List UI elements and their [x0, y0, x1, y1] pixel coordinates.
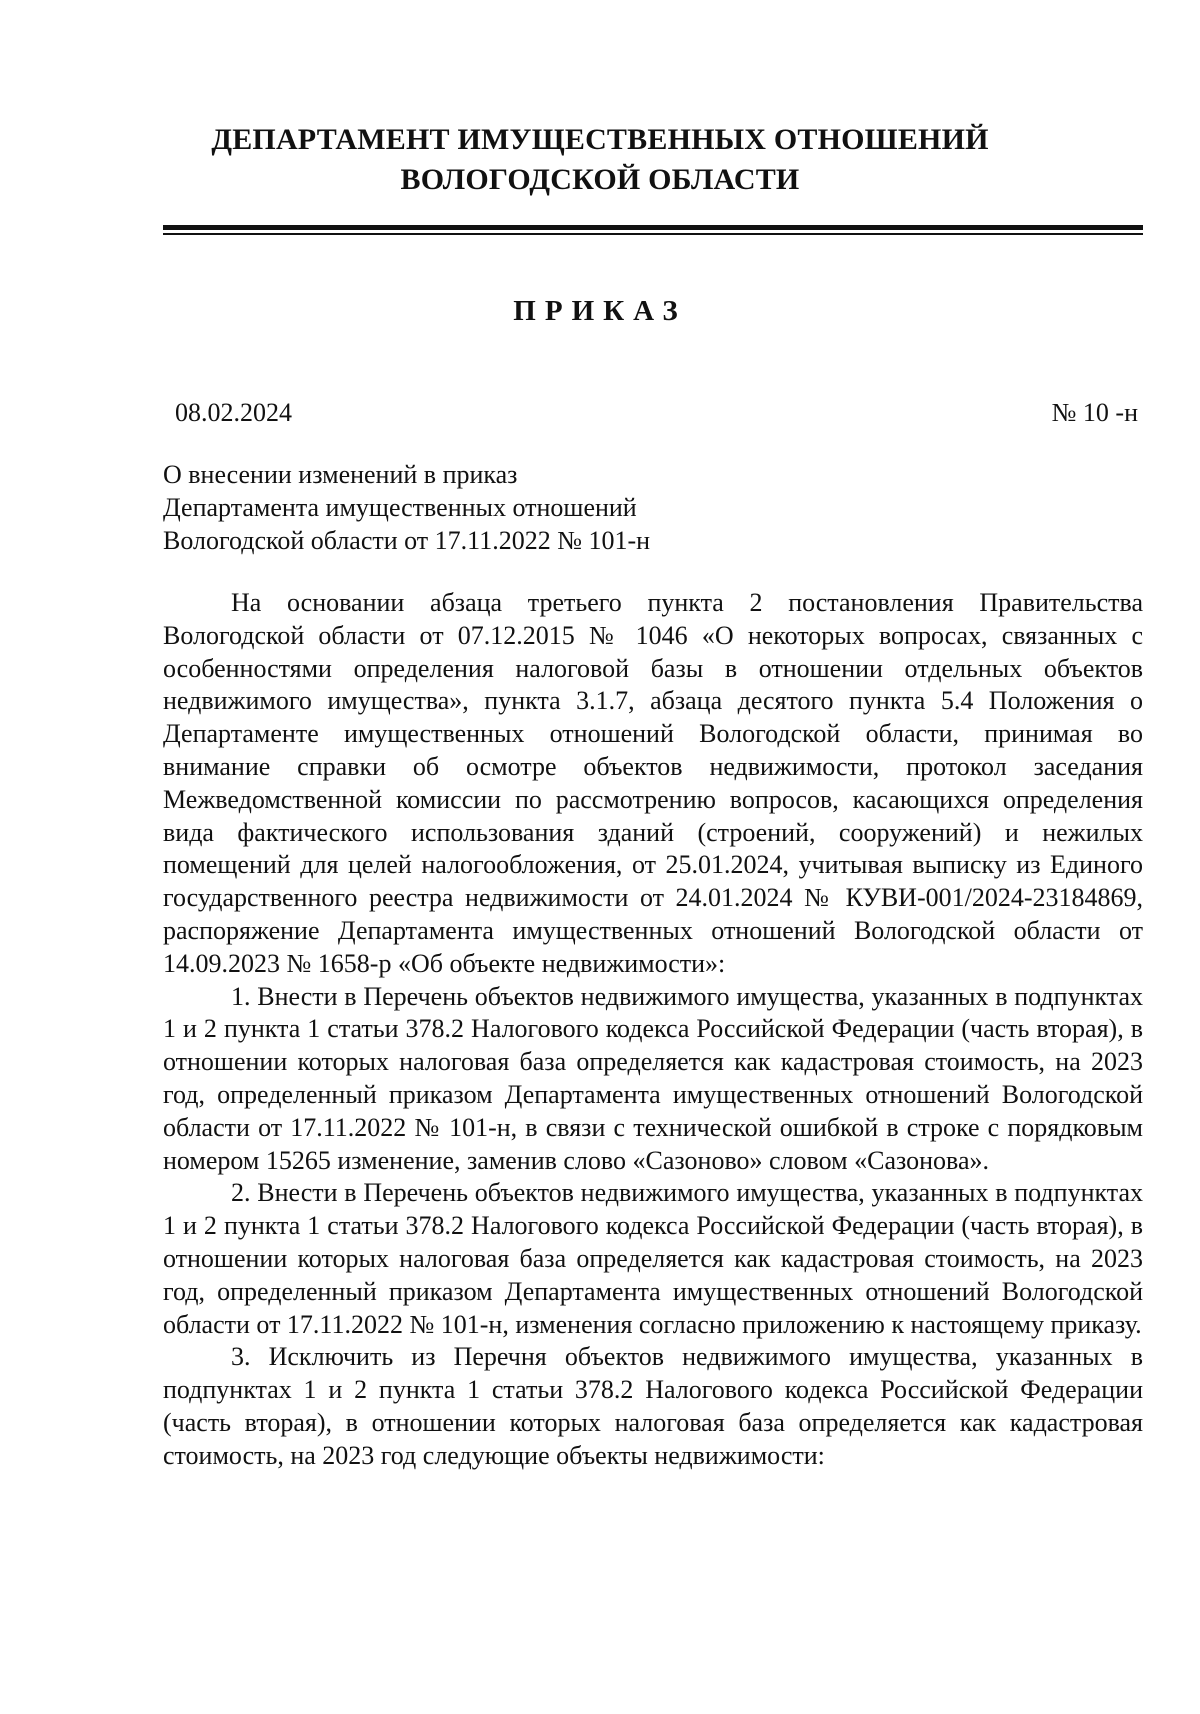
header-line-2: ВОЛОГОДСКОЙ ОБЛАСТИ	[400, 163, 800, 196]
department-header	[0, 120, 1200, 200]
subject-line-3: Вологодской области от 17.11.2022 № 101-н	[163, 526, 651, 555]
document-date: 08.02.2024	[175, 398, 292, 427]
document-title: ПРИКАЗ	[513, 295, 687, 327]
header-line-1: ДЕПАРТАМЕНТ ИМУЩЕСТВЕННЫХ ОТНОШЕНИЙ	[211, 123, 989, 156]
document-number: № 10 -н	[1051, 398, 1138, 427]
subject-line-2: Департамента имущественных отношений	[163, 493, 637, 522]
preamble-paragraph: На основании абзаца третьего пункта 2 постановления Правительства Вологодской области от 07.12.2015 № 1046 «О некоторых вопросах, связанных с особенностями определения налоговой базы в отношении отдельных объектов недвижимого имущества», пункта 3.1.7, абзаца десятого пункта 5.4 Положения о Департаменте имущественных отношений Вологодской области, принимая во внимание справки об осмотре объектов недвижимости, протокол заседания Межведомственной комиссии по рассмотрению вопросов, касающихся определения вида фактического использования зданий (строений, сооружений) и нежилых помещений для целей налогообложения, от 25.01.2024, учитывая выписку из Единого государственного реестра недвижимости от 24.01.2024 № КУВИ-001/2024-23184869, распоряжение Департамента имущественных отношений Вологодской области от 14.09.2023 № 1658-р «Об объекте недвижимости»:	[163, 588, 1143, 978]
header-rule-thick	[163, 225, 1143, 230]
item-1-paragraph: 1. Внести в Перечень объектов недвижимого имущества, указанных в подпунктах 1 и 2 пункта 1 статьи 378.2 Налогового кодекса Российской Федерации (часть вторая), в отношении которых налоговая база определяется как кадастровая стоимость, на 2023 год, определенный приказом Департамента имущественных отношений Вологодской области от 17.11.2022 № 101-н, в связи с технической ошибкой в строке с порядковым номером 15265 изменение, заменив слово «Сазоново» словом «Сазонова».	[163, 981, 1143, 1175]
item-3-paragraph: 3. Исключить из Перечня объектов недвижимого имущества, указанных в подпунктах 1 и 2 пункта 1 статьи 378.2 Налогового кодекса Российской Федерации (часть вторая), в отношении которых налоговая база определяется как кадастровая стоимость, на 2023 год следующие объекты недвижимости:	[163, 1342, 1143, 1470]
header-rule-thin	[163, 233, 1143, 235]
document-subject	[163, 458, 650, 557]
subject-line-1: О внесении изменений в приказ	[163, 460, 518, 489]
item-2-paragraph: 2. Внести в Перечень объектов недвижимого имущества, указанных в подпунктах 1 и 2 пункта 1 статьи 378.2 Налогового кодекса Российской Федерации (часть вторая), в отношении которых налоговая база определяется как кадастровая стоимость, на 2023 год, определенный приказом Департамента имущественных отношений Вологодской области от 17.11.2022 № 101-н, изменения согласно приложению к настоящему приказу.	[163, 1178, 1143, 1339]
document-body	[163, 587, 1143, 1473]
